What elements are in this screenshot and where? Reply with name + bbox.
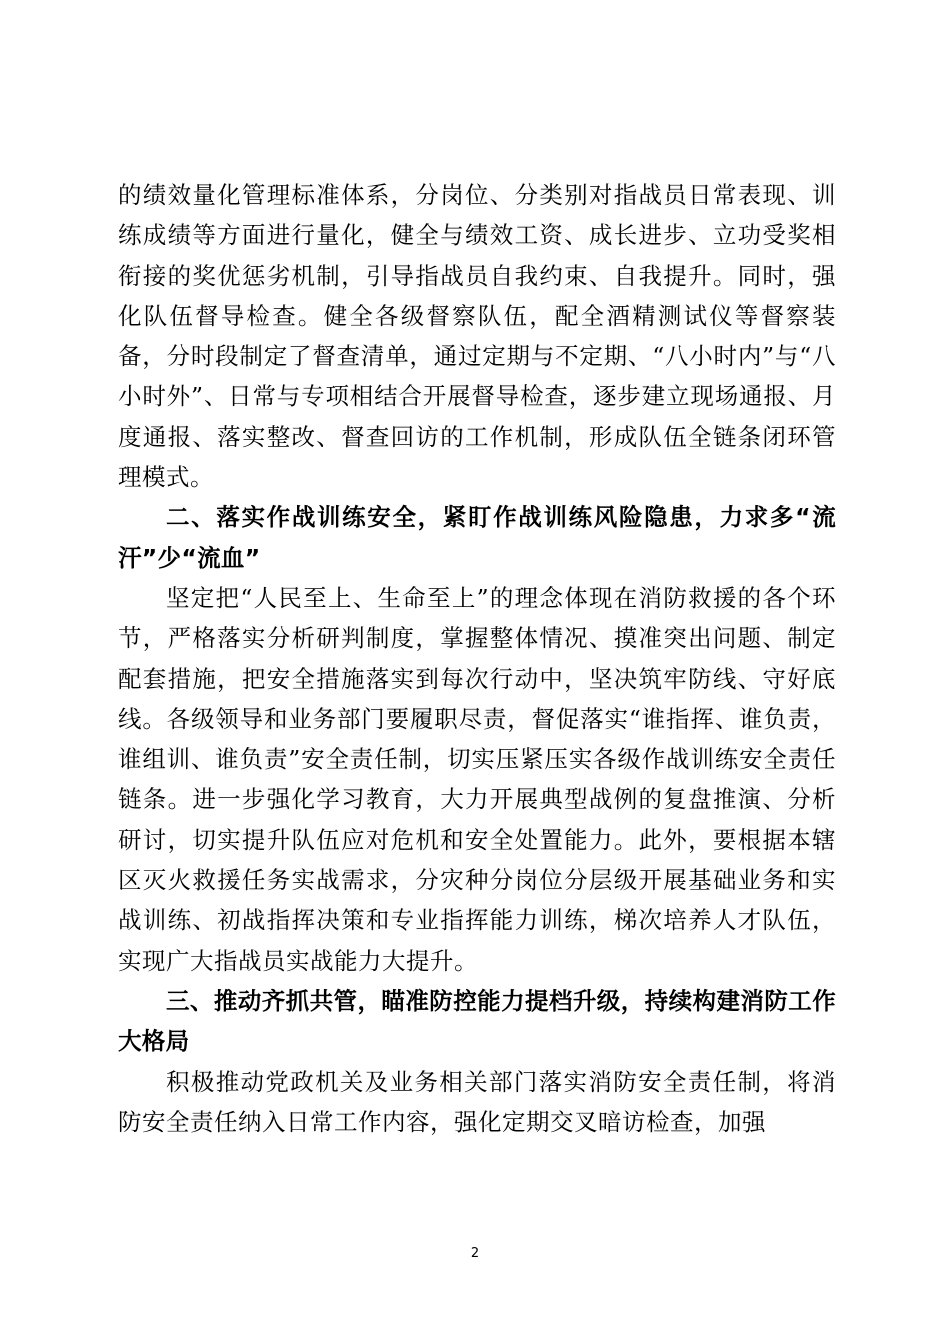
page-number: 2 — [470, 1246, 480, 1261]
body-paragraph-3: 积极推动党政机关及业务相关部门落实消防安全责任制，将消防安全责任纳入日常工作内容，强化定期交叉暗访检查，加强 — [118, 1067, 836, 1136]
body-paragraph-2: 坚定把“人民至上、生命至上”的理念体现在消防救援的各个环节，严格落实分析研判制度，掌握整体情况、摸准突出问题、制定配套措施，把安全措施落实到每次行动中，坚决筑牢防线、守好底线。各级领导和业务部门要履职尽责，督促落实“谁指挥、谁负责，谁组训、谁负责”安全责任制，切实压紧压实各级作战训练安全责任链条。进一步强化学习教育，大力开展典型战例的复盘推演、分析研讨，切实提升队伍应对危机和安全处置能力。此外，要根据本辖区灭火救援任务实战需求，分灾种分岗位分层级开展基础业务和实战训练、初战指挥决策和专业指挥能力训练，梯次培养人才队伍，实现广大指战员实战能力大提升。 — [118, 583, 836, 975]
section-heading-2: 二、落实作战训练安全，紧盯作战训练风险隐患，力求多“流汗”少“流血” — [118, 503, 836, 572]
section-heading-3: 三、推动齐抓共管，瞄准防控能力提档升级，持续构建消防工作大格局 — [118, 986, 836, 1056]
page-body — [118, 175, 836, 1142]
body-paragraph-1: 的绩效量化管理标准体系，分岗位、分类别对指战员日常表现、训练成绩等方面进行量化，健全与绩效工资、成长进步、立功受奖相衔接的奖优惩劣机制，引导指战员自我约束、自我提升。同时，强化队伍督导检查。健全各级督察队伍，配全酒精测试仪等督察装备，分时段制定了督查清单，通过定期与不定期、“八小时内”与“八小时外”、日常与专项相结合开展督导检查，逐步建立现场通报、月度通报、落实整改、督查回访的工作机制，形成队伍全链条闭环管理模式。 — [118, 181, 836, 492]
